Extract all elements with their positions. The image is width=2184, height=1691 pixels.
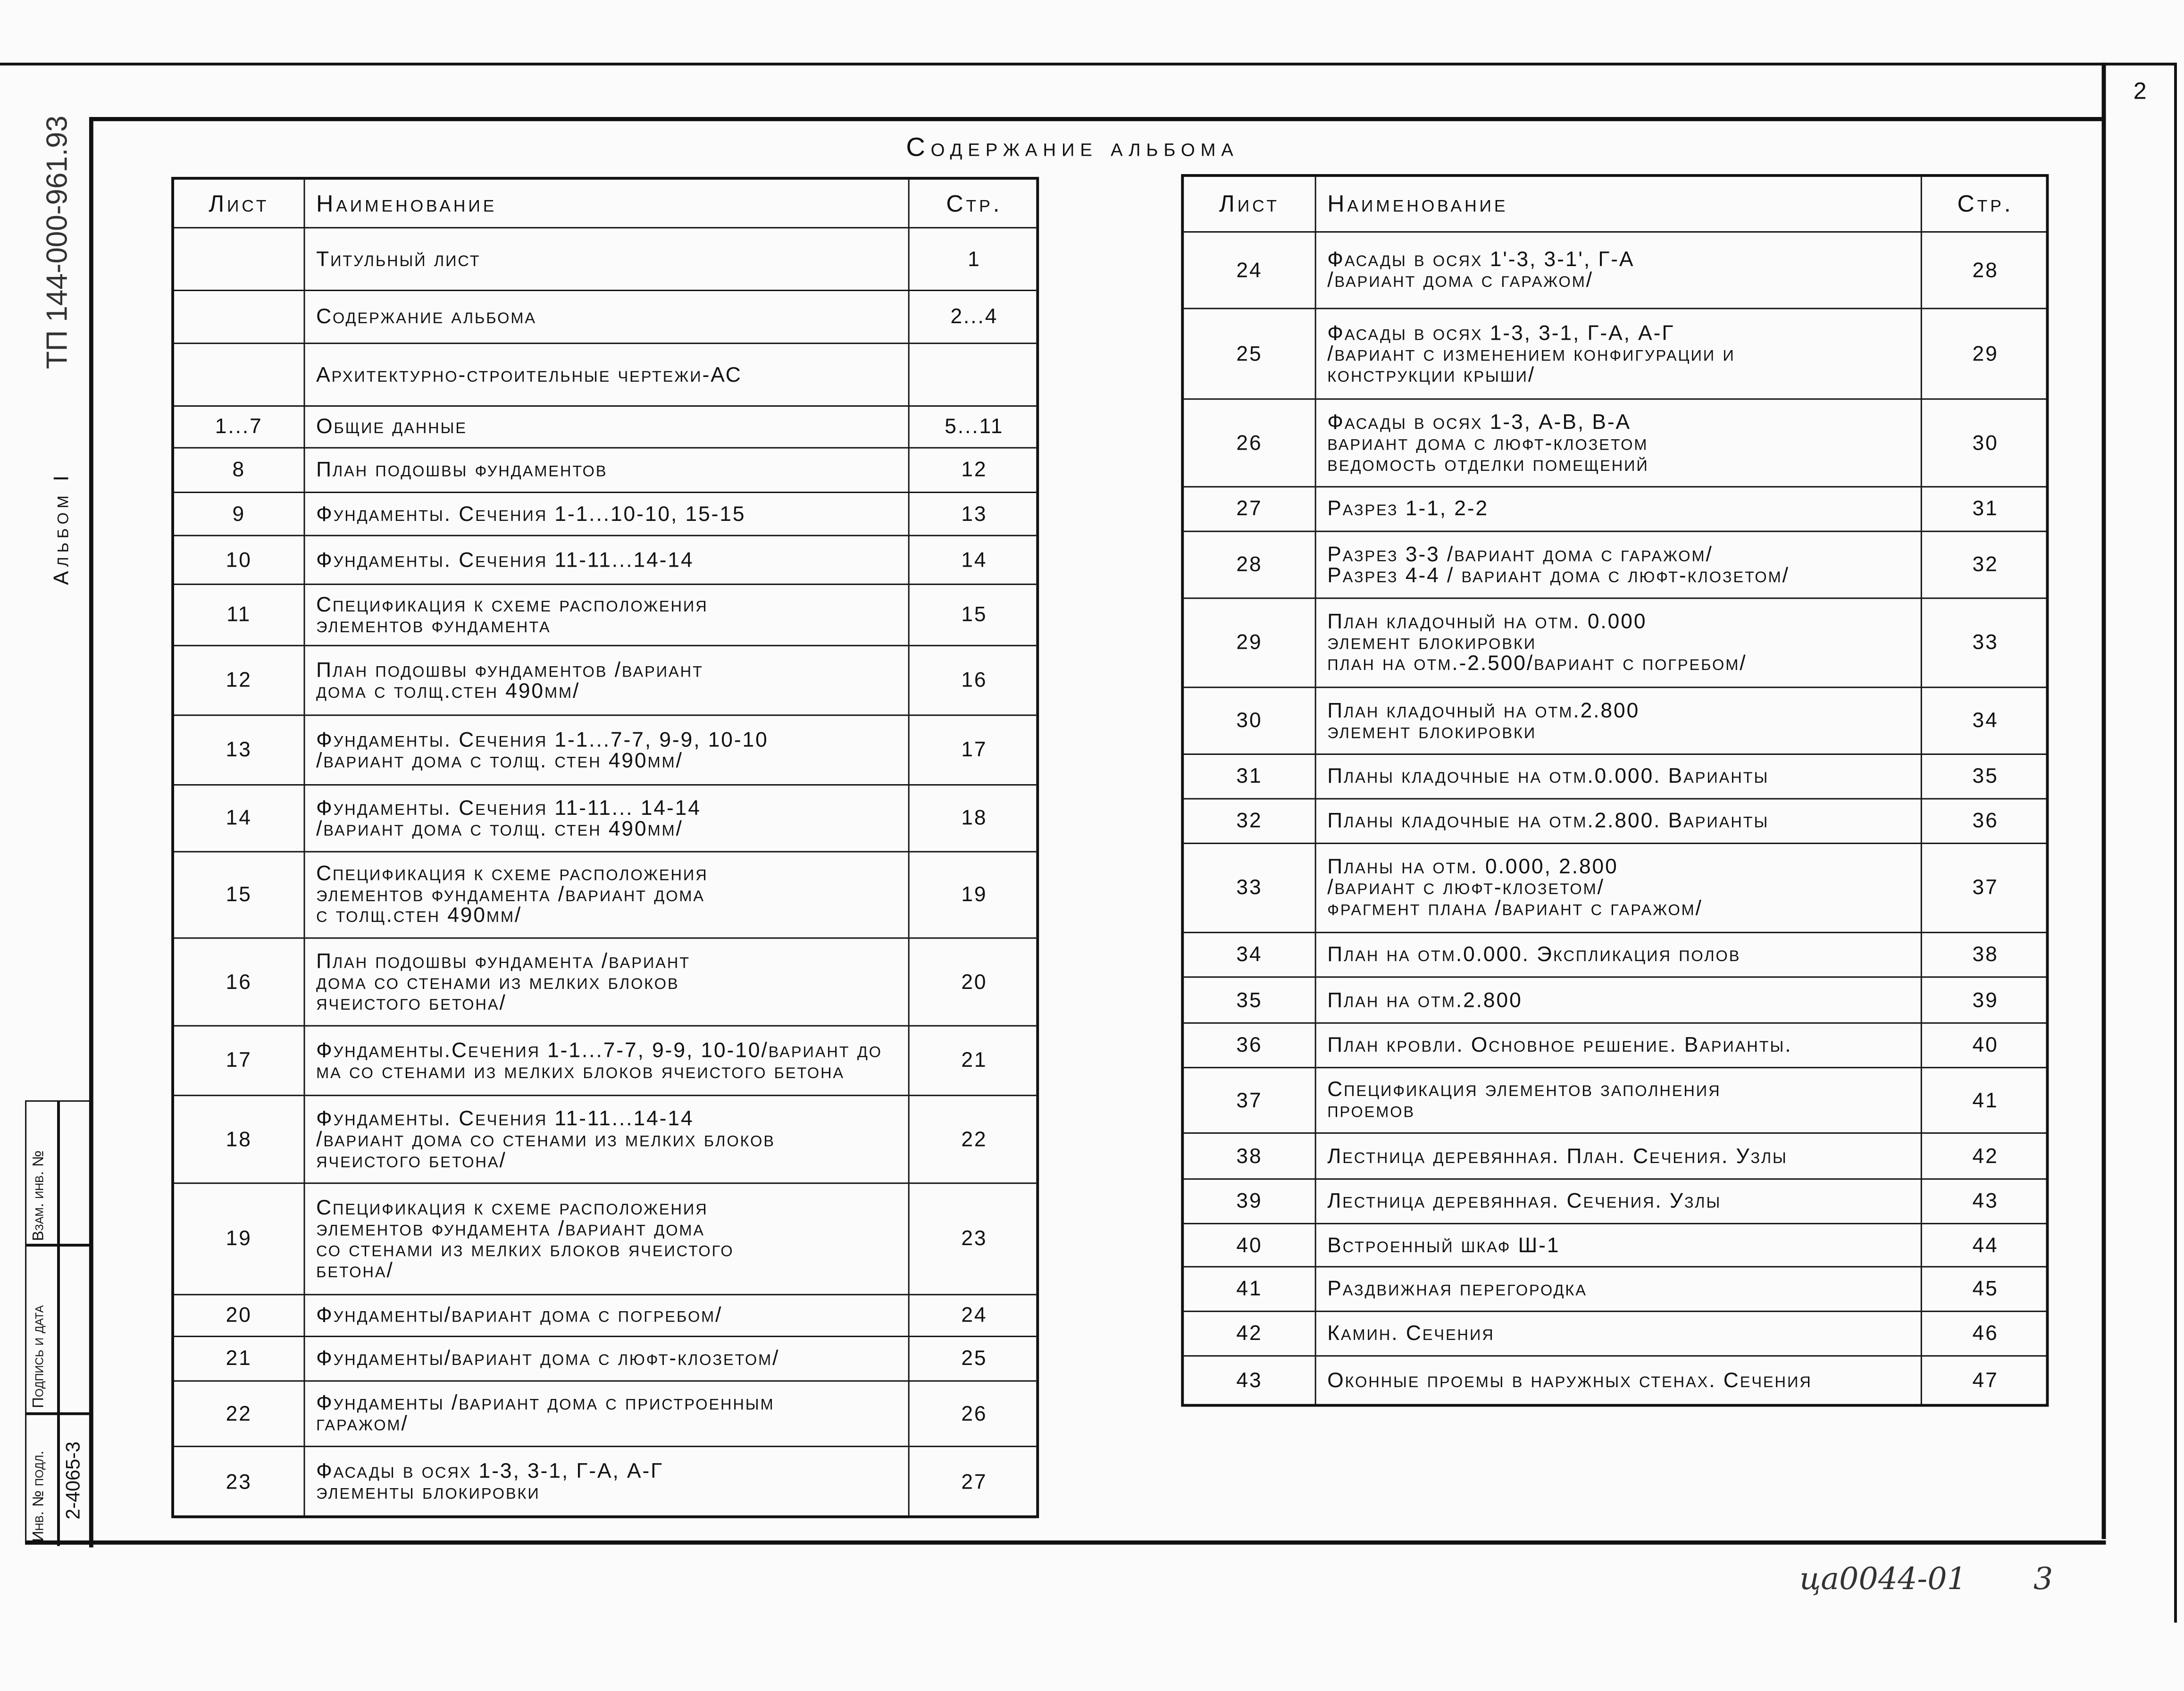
name-cell: Фундаменты. Сечения 11-11...14-14 /вариант дома со стенами из мелких блоков ячеистого бетона/ (305, 1096, 909, 1182)
sheet-cell: 19 (174, 1184, 305, 1294)
table-row (1184, 844, 2046, 933)
sheet-cell: 34 (1184, 933, 1316, 977)
page-cell: 15 (961, 603, 987, 627)
table-row (1184, 755, 2046, 799)
sheet-cell: 35 (1184, 978, 1316, 1022)
sheet-cell: 39 (1184, 1180, 1316, 1223)
page-cell: 43 (1972, 1189, 1999, 1214)
table-header (174, 180, 1036, 228)
name-cell: План подошвы фундаментов /вариант дома с толщ.стен 490мм/ (305, 646, 909, 715)
page-cell: 31 (1972, 497, 1999, 521)
name-cell: Планы на отм. 0.000, 2.800 /вариант с люфт-клозетом/ фрагмент плана /вариант с гаражом/ (1316, 844, 1922, 932)
sheet-cell: 23 (174, 1447, 305, 1517)
sheet-cell: 1...7 (174, 407, 305, 447)
page-cell: 40 (1972, 1033, 1999, 1057)
sheet-cell: 26 (1184, 400, 1316, 486)
table-row (174, 1096, 1036, 1184)
page-cell: 21 (961, 1048, 987, 1073)
page-cell: 13 (961, 502, 987, 526)
table-row (1184, 933, 2046, 978)
sheet-cell: 36 (1184, 1024, 1316, 1067)
sheet-cell (174, 228, 305, 290)
page-cell: 1 (968, 247, 981, 271)
page-cell: 20 (961, 970, 987, 994)
page-cell: 46 (1972, 1322, 1999, 1346)
page-cell: 33 (1972, 631, 1999, 655)
page-cell: 23 (961, 1227, 987, 1251)
sheet-cell: 31 (1184, 755, 1316, 798)
name-cell: Фасады в осях 1'-3, 3-1', Г-А /вариант дома с гаражом/ (1316, 233, 1922, 308)
table-row (1184, 309, 2046, 400)
stamp-signature-date-label: Подпись и дата (30, 1305, 48, 1408)
table-row (1184, 487, 2046, 532)
approval-stamp (25, 1100, 91, 1545)
page-cell: 30 (1972, 431, 1999, 455)
table-row (1184, 1224, 2046, 1268)
sheet-cell: 33 (1184, 844, 1316, 932)
table-row (174, 853, 1036, 939)
stamp-original-inv-label: Инв. № подл. (30, 1450, 48, 1542)
name-cell: Общие данные (305, 407, 909, 447)
page-cell: 38 (1972, 943, 1999, 967)
sheet-cell: 12 (174, 646, 305, 715)
table-row (174, 646, 1036, 716)
sheet-cell: 13 (174, 716, 305, 784)
table-row (174, 493, 1036, 536)
name-cell: Архитектурно-строительные чертежи-АС (305, 344, 909, 405)
name-cell: Спецификация к схеме расположения элементов фундамента /вариант дома с толщ.стен 490мм/ (305, 853, 909, 938)
table-row (174, 786, 1036, 853)
inner-frame-right (2102, 63, 2106, 1539)
sheet-cell: 29 (1184, 599, 1316, 686)
sheet-cell: Лист (1184, 177, 1316, 231)
page-cell: 42 (1972, 1144, 1999, 1168)
sheet-cell: 10 (174, 536, 305, 584)
page-cell: Стр. (946, 190, 1003, 217)
page-cell: 12 (961, 458, 987, 482)
table-row (1184, 1134, 2046, 1180)
table-row (1184, 799, 2046, 844)
sheet-cell: 14 (174, 786, 305, 851)
footer-page: 3 (2033, 1563, 2053, 1598)
table-row (1184, 688, 2046, 755)
table-row (1184, 1068, 2046, 1134)
sheet-cell: 15 (174, 853, 305, 938)
footer-code: ца0044-01 (1799, 1563, 1966, 1598)
table-row (1184, 978, 2046, 1023)
name-cell: Спецификация к схеме расположения элементов фундамента /вариант дома со стенами из мелких блоков ячеистого бетона/ (305, 1184, 909, 1294)
page-cell: 16 (961, 668, 987, 693)
name-cell: Спецификация элементов заполнения проемов (1316, 1068, 1922, 1132)
page-cell: 17 (961, 738, 987, 762)
sheet-cell: 21 (174, 1337, 305, 1381)
sheet-cell: 40 (1184, 1224, 1316, 1266)
name-cell: План на отм.0.000. Экспликация полов (1316, 933, 1922, 977)
sheet-cell: 17 (174, 1027, 305, 1095)
name-cell: План кладочный на отм. 0.000 элемент блокировки план на отм.-2.500/вариант с погребом/ (1316, 599, 1922, 686)
sheet-cell (174, 344, 305, 405)
table-row (1184, 1312, 2046, 1356)
sheet-cell: 42 (1184, 1312, 1316, 1356)
page-cell: 32 (1972, 553, 1999, 577)
table-row (174, 1295, 1036, 1337)
sheet-cell: 20 (174, 1295, 305, 1336)
page-cell: 39 (1972, 988, 1999, 1012)
sheet-cell: 24 (1184, 233, 1316, 308)
table-row (1184, 1180, 2046, 1224)
name-cell: Разрез 1-1, 2-2 (1316, 487, 1922, 531)
page-cell: 28 (1972, 258, 1999, 282)
sheet-cell: 27 (1184, 487, 1316, 531)
page-cell: 34 (1972, 709, 1999, 733)
sheet-cell: 9 (174, 493, 305, 535)
table-row (1184, 1267, 2046, 1312)
name-cell: Фасады в осях 1-3, А-В, В-А вариант дома с люфт-клозетом ведомость отделки помещений (1316, 400, 1922, 486)
sheet-cell: 18 (174, 1096, 305, 1182)
page-cell: 5...11 (945, 415, 1004, 439)
sheet-cell: Лист (174, 180, 305, 227)
page-cell: 22 (961, 1127, 987, 1151)
page-cell: 37 (1972, 876, 1999, 900)
sheet-cell (174, 291, 305, 343)
name-cell: Лестница деревянная. Сечения. Узлы (1316, 1180, 1922, 1223)
inner-frame-bottom (25, 1540, 2106, 1545)
name-cell: Фасады в осях 1-3, 3-1, Г-А, А-Г /вариант с изменением конфигурации и конструкции крыши/ (1316, 309, 1922, 398)
name-cell: Фундаменты/вариант дома с погребом/ (305, 1295, 909, 1336)
page-cell: 44 (1972, 1233, 1999, 1257)
sheet-cell: 30 (1184, 688, 1316, 753)
name-cell: План подошвы фундамента /вариант дома со стенами из мелких блоков ячеистого бетона/ (305, 939, 909, 1025)
sheet-cell: 32 (1184, 799, 1316, 843)
stamp-inv-value: 2-4065-3 (61, 1441, 84, 1520)
name-cell: План кровли. Основное решение. Варианты. (1316, 1024, 1922, 1067)
name-cell: Фасады в осях 1-3, 3-1, Г-А, А-Г элементы блокировки (305, 1447, 909, 1517)
name-cell: Фундаменты/вариант дома с люфт-клозетом/ (305, 1337, 909, 1381)
page-number: 2 (2133, 77, 2147, 104)
name-cell: Раздвижная перегородка (1316, 1267, 1922, 1311)
name-cell: Встроенный шкаф Ш-1 (1316, 1224, 1922, 1266)
sheet-cell: 28 (1184, 532, 1316, 598)
name-cell: Фундаменты. Сечения 1-1...7-7, 9-9, 10-10 /вариант дома с толщ. стен 490мм/ (305, 716, 909, 784)
page-cell: 19 (961, 883, 987, 907)
table-row (174, 536, 1036, 585)
table-row (1184, 532, 2046, 599)
page-cell (910, 344, 1039, 405)
name-cell: Разрез 3-3 /вариант дома с гаражом/ Разрез 4-4 / вариант дома с люфт-клозетом/ (1316, 532, 1922, 598)
sheet-cell: 11 (174, 585, 305, 645)
sheet-cell: 25 (1184, 309, 1316, 398)
sheet-cell: 41 (1184, 1267, 1316, 1311)
side-album-label: Альбом I (50, 471, 74, 585)
sheet-cell: 43 (1184, 1356, 1316, 1405)
page-cell: 47 (1972, 1369, 1999, 1393)
page-cell: 45 (1972, 1277, 1999, 1301)
table-row (1184, 599, 2046, 688)
name-cell: Фундаменты /вариант дома с пристроенным гаражом/ (305, 1381, 909, 1446)
table-row (1184, 1356, 2046, 1406)
table-row (174, 228, 1036, 291)
table-row (174, 291, 1036, 344)
page-cell: 18 (961, 806, 987, 830)
table-row (1184, 233, 2046, 309)
name-cell: План подошвы фундаментов (305, 449, 909, 492)
name-cell: Оконные проемы в наружных стенах. Сечения (1316, 1356, 1922, 1405)
name-cell: Фундаменты.Сечения 1-1...7-7, 9-9, 10-10/вариант до ма со стенами из мелких блоков ячеистого бетона (305, 1027, 909, 1095)
page-cell: 25 (961, 1347, 987, 1371)
stamp-replace-inv-label: Взам. инв. № (30, 1150, 48, 1241)
name-cell: Планы кладочные на отм.2.800. Варианты (1316, 799, 1922, 843)
name-cell: Наименование (305, 180, 909, 227)
outer-frame-top (0, 63, 2176, 66)
sheet-cell: 22 (174, 1381, 305, 1446)
table-row (174, 716, 1036, 786)
table-row (174, 585, 1036, 646)
page-cell: 2...4 (950, 305, 998, 329)
page-cell: 26 (961, 1402, 987, 1426)
contents-table-right (1181, 174, 2049, 1407)
page-cell: 14 (961, 548, 987, 572)
table-row (174, 449, 1036, 493)
page-cell: 35 (1972, 764, 1999, 788)
table-row (174, 1337, 1036, 1381)
outer-frame-right (2174, 63, 2177, 1623)
table-row (174, 344, 1036, 407)
table-row (174, 1184, 1036, 1295)
sheet-cell: 37 (1184, 1068, 1316, 1132)
name-cell: Наименование (1316, 177, 1922, 231)
page-cell: 36 (1972, 809, 1999, 833)
sheet-cell: 16 (174, 939, 305, 1025)
table-row (174, 1027, 1036, 1097)
table-row (174, 1447, 1036, 1518)
name-cell: Содержание альбома (305, 291, 909, 343)
page-cell: 41 (1972, 1088, 1999, 1113)
name-cell: Камин. Сечения (1316, 1312, 1922, 1356)
page-cell: Стр. (1957, 191, 2014, 218)
name-cell: Фундаменты. Сечения 1-1...10-10, 15-15 (305, 493, 909, 535)
name-cell: Фундаменты. Сечения 11-11... 14-14 /вариант дома с толщ. стен 490мм/ (305, 786, 909, 851)
side-code-label: ТП 144-000-961.93 (42, 115, 74, 369)
inner-frame-top (91, 117, 2106, 121)
table-row (174, 407, 1036, 449)
name-cell: План на отм.2.800 (1316, 978, 1922, 1022)
table-row (1184, 1024, 2046, 1068)
sheet-cell: 8 (174, 449, 305, 492)
page-cell: 29 (1972, 342, 1999, 366)
page-title: Содержание альбома (906, 134, 1239, 163)
table-row (1184, 400, 2046, 487)
name-cell: Спецификация к схеме расположения элементов фундамента (305, 585, 909, 645)
page-cell: 27 (961, 1470, 987, 1494)
name-cell: Планы кладочные на отм.0.000. Варианты (1316, 755, 1922, 798)
name-cell: План кладочный на отм.2.800 элемент блокировки (1316, 688, 1922, 753)
sheet-cell: 38 (1184, 1134, 1316, 1178)
name-cell: Лестница деревянная. План. Сечения. Узлы (1316, 1134, 1922, 1178)
name-cell: Титульный лист (305, 228, 909, 290)
table-header (1184, 177, 2046, 233)
name-cell: Фундаменты. Сечения 11-11...14-14 (305, 536, 909, 584)
table-row (174, 1381, 1036, 1447)
contents-table-left (171, 177, 1039, 1518)
page-cell: 24 (961, 1304, 987, 1328)
table-row (174, 939, 1036, 1027)
